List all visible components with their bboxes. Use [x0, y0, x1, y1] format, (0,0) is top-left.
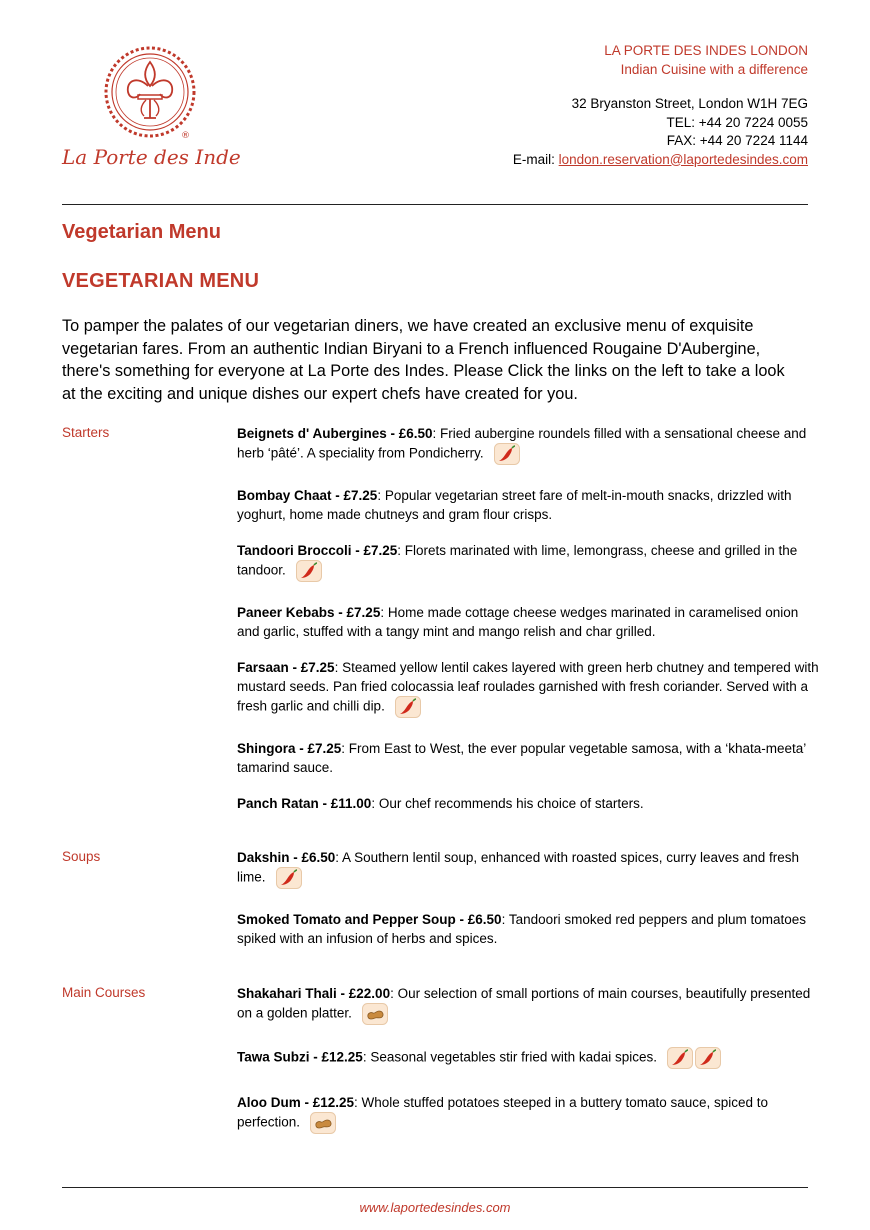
chilli-icon [667, 1047, 693, 1069]
item-description: : A Southern lentil soup, enhanced with roasted spices, curry leaves and fresh lime. [237, 850, 800, 885]
item-name: Shakahari Thali - £22.00 [237, 986, 391, 1001]
logo-wordmark: La Porte des Indes [62, 145, 240, 169]
item-name: Panch Ratan - £11.00 [237, 796, 372, 811]
item-name: Tandoori Broccoli - £7.25 [237, 543, 398, 558]
item-description: : Fried aubergine roundels filled with a sensational cheese and herb ‘pâté’. A speciality from Pondicherry. [237, 426, 807, 461]
header-divider [62, 204, 808, 205]
item-name: Dakshin - £6.50 [237, 850, 336, 865]
item-name: Smoked Tomato and Pepper Soup - £6.50 [237, 912, 502, 927]
email-line [513, 151, 808, 170]
item-name: Farsaan - £7.25 [237, 660, 335, 675]
footer-divider [62, 1187, 808, 1188]
fax: FAX: +44 20 7224 1144 [666, 133, 808, 148]
menu-item [237, 424, 822, 465]
category-main-courses[interactable]: Main Courses [62, 985, 146, 1000]
contact-block [513, 42, 808, 169]
item-name: Paneer Kebabs - £7.25 [237, 605, 381, 620]
category-starters[interactable]: Starters [62, 425, 110, 440]
address: 32 Bryanston Street, London W1H 7EG [571, 96, 808, 111]
item-description: : Home made cottage cheese wedges marinated in caramelised onion and garlic, stuffed with a tangy mint and mango relish and char grilled. [237, 605, 799, 639]
item-description: : Our chef recommends his choice of starters. [371, 796, 644, 811]
menu-item [237, 794, 822, 813]
chilli-icon [695, 1047, 721, 1069]
fleur-de-lis-emblem-icon [106, 48, 194, 136]
item-name: Bombay Chaat - £7.25 [237, 488, 378, 503]
chilli-icon [395, 696, 421, 718]
item-name: Shingora - £7.25 [237, 741, 342, 756]
item-description: : Florets marinated with lime, lemongrass, cheese and grilled in the tandoor. [237, 543, 798, 578]
menu-item [237, 541, 822, 582]
item-name: Tawa Subzi - £12.25 [237, 1049, 363, 1065]
section-title: VEGETARIAN MENU [62, 270, 260, 292]
intro-paragraph: To pamper the palates of our vegetarian diners, we have created an exclusive menu of exquisite vegetarian fares. From an authentic Indian Biryani to a French influenced Rougaine D'Aubergine, there's something for everyone at La Porte des Indes. Please Click the links on the left to take a look at the exciting and unique dishes our expert chefs have created for you. [62, 317, 785, 403]
menu-item [237, 984, 822, 1025]
menu-item [237, 848, 822, 889]
item-description: : Popular vegetarian street fare of melt-in-mouth snacks, drizzled with yoghurt, home made chutneys and gram flour crisps. [237, 488, 792, 522]
item-description: : Our selection of small portions of main courses, beautifully presented on a golden platter. [237, 986, 811, 1021]
nut-icon [310, 1112, 336, 1134]
chilli-icon [276, 867, 302, 889]
menu-item [237, 1093, 822, 1134]
menu-item [237, 910, 822, 948]
restaurant-logo [60, 40, 240, 175]
brand-name: LA PORTE DES INDES LONDON [604, 43, 808, 58]
telephone: TEL: +44 20 7224 0055 [666, 114, 808, 130]
menu-item [237, 1047, 822, 1069]
item-description: : Seasonal vegetables stir fried with kadai spices. [362, 1049, 657, 1065]
menu-item [237, 739, 822, 777]
chilli-icon [494, 443, 520, 465]
menu-item [237, 486, 822, 524]
email-label: E-mail: [512, 151, 559, 167]
tagline: Indian Cuisine with a difference [620, 61, 808, 77]
footer-website-link[interactable]: www.laportedesindes.com [359, 1200, 511, 1215]
registered-mark: ® [181, 131, 190, 141]
nut-icon [362, 1003, 388, 1025]
item-description: : Steamed yellow lentil cakes layered with green herb chutney and tempered with mustard seeds. Pan fried colocassia leaf roulades garnished with fresh coriander. Served with a fresh garlic and chilli dip. [237, 660, 819, 714]
menu-item [237, 603, 822, 641]
page-title: Vegetarian Menu [62, 221, 221, 243]
item-description: : Tandoori smoked red peppers and plum tomatoes spiked with an infusion of herbs and spices. [237, 912, 806, 946]
category-soups[interactable]: Soups [62, 849, 101, 864]
item-description: : Whole stuffed potatoes steeped in a buttery tomato sauce, spiced to perfection. [237, 1095, 769, 1130]
item-name: Beignets d' Aubergines - £6.50 [237, 426, 433, 441]
item-name: Aloo Dum - £12.25 [237, 1095, 355, 1110]
chilli-icon [296, 560, 322, 582]
menu-item [237, 658, 822, 718]
item-description: : From East to West, the ever popular vegetable samosa, with a ‘khata-meeta’ tamarind sauce. [237, 741, 806, 775]
email-link[interactable]: london.reservation@laportedesindes.com [558, 151, 808, 167]
